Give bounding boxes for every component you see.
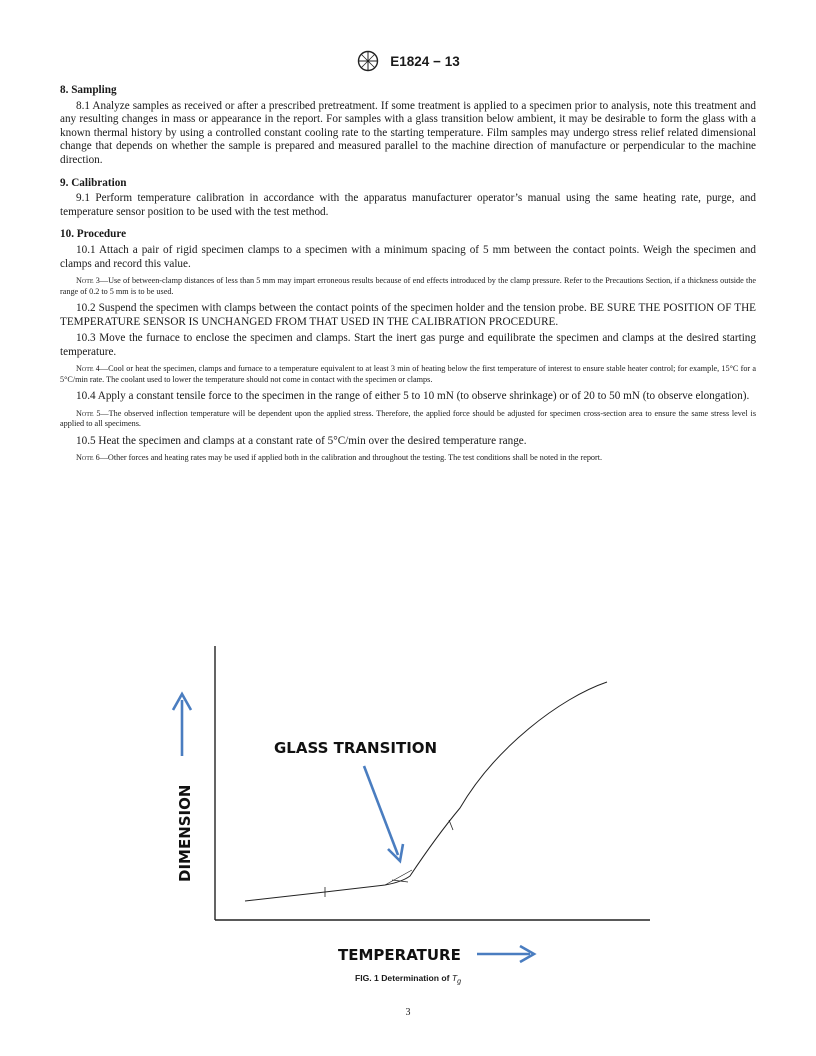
note-label: Note 6 [76, 453, 100, 463]
tg-symbol: $T_g$ [451, 973, 462, 986]
astm-logo-icon [356, 50, 380, 72]
note-label: Note 3 [76, 276, 100, 286]
body-paragraph: 10.3 Move the furnace to enclose the specimen and clamps. Start the inert gas purge and equilibrate the specimen and clamps at the desired starting temperature. [60, 332, 756, 358]
note-label: Note 4 [76, 364, 100, 374]
note-text: Use of between-clamp distances of less than 5 mm may impart erroneous results because of end effects introduced by the clamp pressure. Refer to the Precautions Section, if a thickness outside the range of 0.2 to 5 mm is to be used. [60, 276, 756, 296]
note-text: Cool or heat the specimen, clamps and furnace to a temperature equivalent to at least 3 min of heating below the first temperature of interest to ensure stable heater control; for example, 15°C for a 5°C/min rate. The coolant used to lower the temperature should not come in contact with the specimen or clamps. [60, 364, 756, 384]
figure-1-diagram [140, 618, 680, 978]
section-heading: 9. Calibration [60, 176, 127, 189]
page-header [0, 50, 816, 72]
section-heading: 10. Procedure [60, 228, 127, 241]
note-paragraph: Note 3—Use of between-clamp distances of less than 5 mm may impart erroneous results because of end effects introduced by the clamp pressure. Refer to the Precautions Section, if a thickness outside the range of 0.2 to 5 mm is to be used. [60, 276, 756, 296]
note-text: The observed inflection temperature will be dependent upon the applied stress. Therefore, the applied force should be adjusted for specimen cross-section area to ensure the same stress level is applied to all specimens. [60, 408, 757, 429]
body-paragraph: 10.2 Suspend the specimen with clamps between the contact points of the specimen holder and the tension probe. BE SURE THE POSITION OF THE TEMPERATURE SENSOR IS UNCHANGED FROM THAT USED IN THE CALIBRATION PROCEDURE. [60, 301, 756, 328]
section [60, 228, 756, 463]
note-paragraph: Note 6—Other forces and heating rates may be used if applied both in the calibration and throughout the testing. The test conditions shall be noted in the report. [76, 453, 603, 463]
note-paragraph: Note 4—Cool or heat the specimen, clamps and furnace to a temperature equivalent to at least 3 min of heating below the first temperature of interest to ensure stable heater control; for example, 15°C for a 5°C/min rate. The coolant used to lower the temperature should not come in contact with the specimen or clamps. [60, 364, 756, 384]
document-body [60, 84, 756, 473]
section-heading: 8. Sampling [60, 84, 117, 96]
body-paragraph: 8.1 Analyze samples as received or after a prescribed pretreatment. If some treatment is applied to a specimen prior to analysis, note this treatment and any resulting changes in mass or appearance in the report. For samples with a glass transition below ambient, it may be desirable to form the glass with a known thermal history by using a controlled constant cooling rate to the starting temperature. Film samples may undergo stress relief related dimensional change that depends on whether the sample is prepared and measured parallel to the machine direction of manufacture or perpendicular to the machine direction. [60, 99, 756, 166]
tick-mark-2 [449, 820, 453, 830]
section [60, 177, 756, 220]
note-text: Other forces and heating rates may be used if applied both in the calibration and throughout the testing. The test conditions shall be noted in the report. [107, 453, 603, 463]
y-axis-label: DIMENSION [176, 784, 194, 882]
annotation-arrow-icon [364, 766, 403, 861]
up-arrow-icon [173, 694, 191, 756]
body-paragraph: 10.1 Attach a pair of rigid specimen clamps to a specimen with a minimum spacing of 5 mm between the contact points. Weigh the specimen and clamps and record this value. [60, 243, 756, 270]
body-paragraph: 10.5 Heat the specimen and clamps at a constant rate of 5°C/min over the desired temperature range. [76, 434, 527, 447]
standard-code: E1824 − 13 [390, 53, 460, 69]
figure-1 [140, 618, 680, 978]
annotation-label: GLASS TRANSITION [274, 739, 438, 757]
right-arrow-icon [477, 946, 534, 962]
figure-caption [0, 973, 816, 986]
x-axis-label: TEMPERATURE [338, 946, 461, 964]
note-label: Note 5 [76, 408, 101, 418]
note-paragraph: Note 5—The observed inflection temperature will be dependent upon the applied stress. Therefore, the applied force should be adjusted for specimen cross-section area to ensure the same stress level is applied to all specimens. [60, 408, 757, 429]
figure-caption-text: FIG. 1 Determination of [354, 973, 450, 983]
section [60, 84, 756, 168]
dimension-curve [245, 682, 607, 901]
body-paragraph: 10.4 Apply a constant tensile force to the specimen in the range of either 5 to 10 mN (to observe shrinkage) or of 20 to 50 mN (to observe elongation). [76, 390, 750, 403]
body-paragraph: 9.1 Perform temperature calibration in accordance with the apparatus manufacturer operator’s manual using the same heating rate, purge, and temperature sensor position to be used with the test method. [60, 192, 756, 218]
page-number: 3 [405, 1007, 411, 1018]
